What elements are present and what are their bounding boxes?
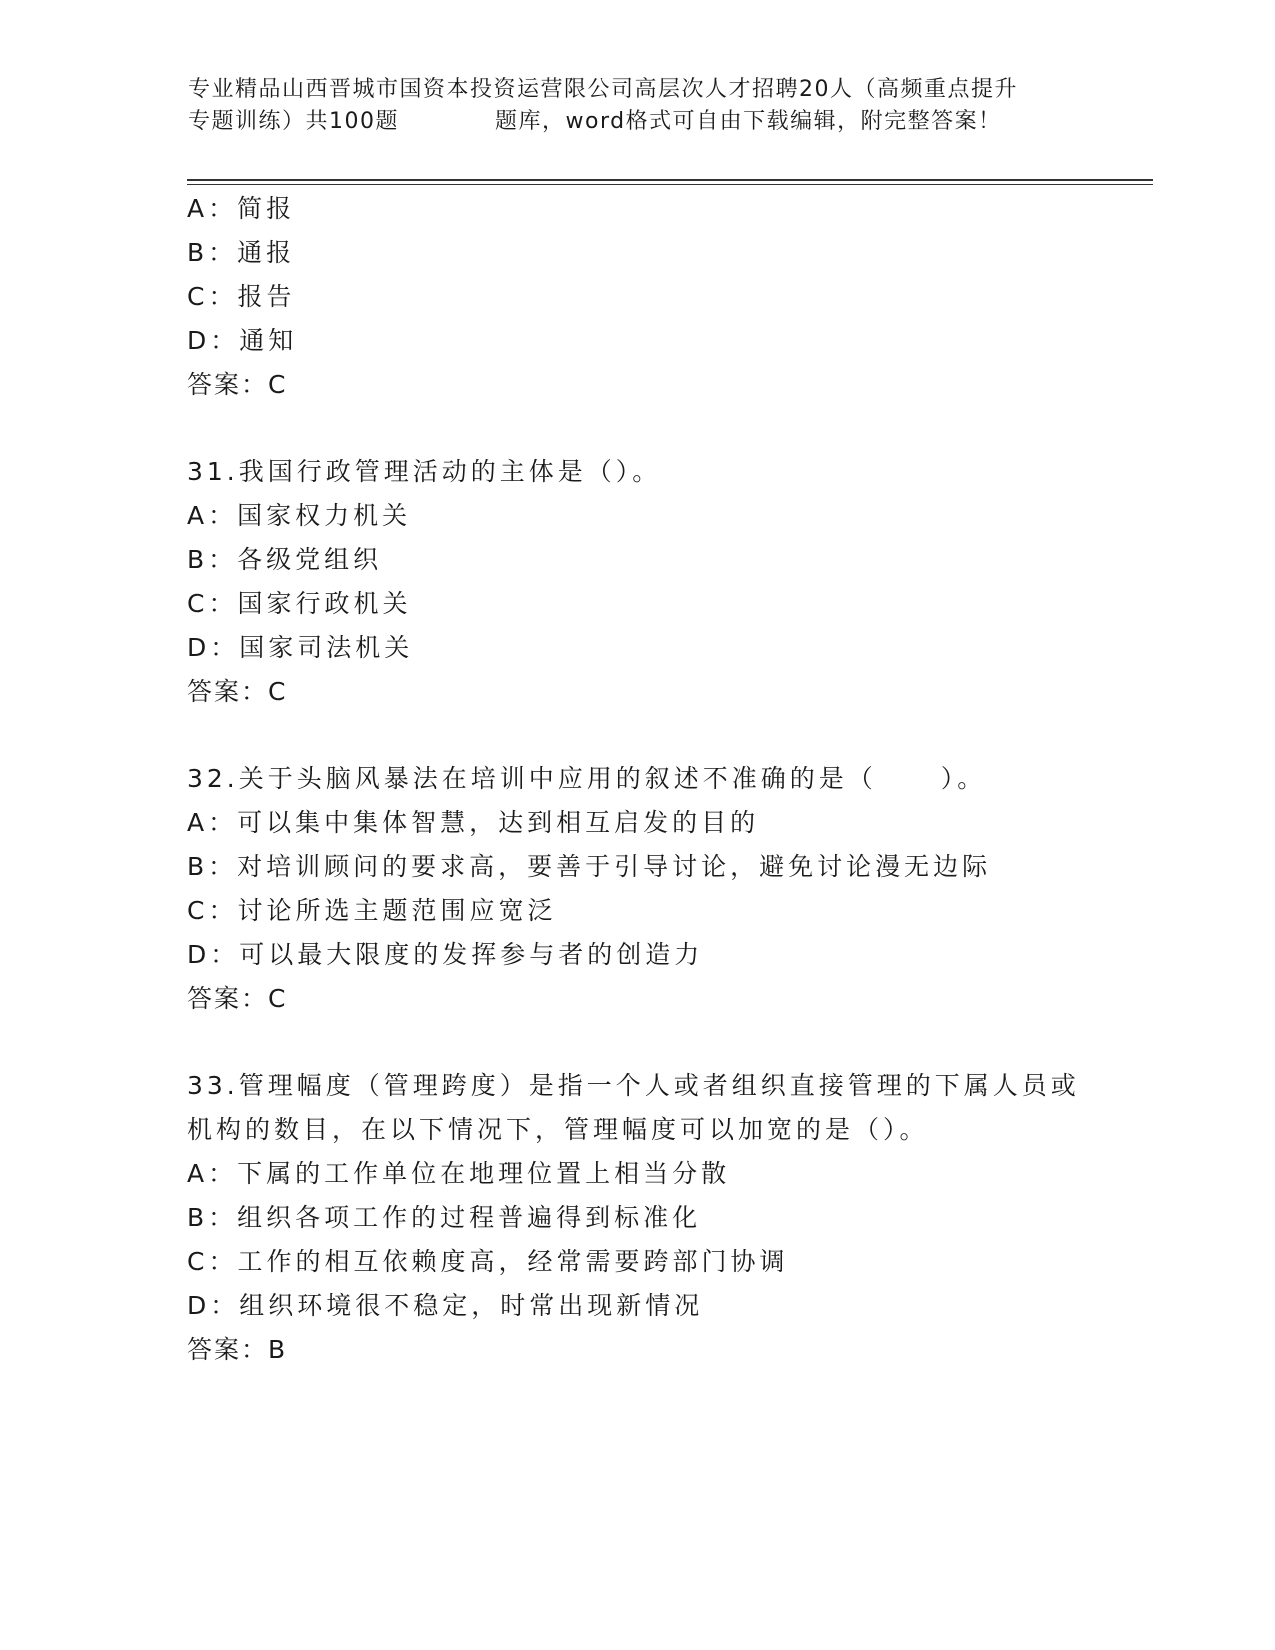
q33-option-c: C：工作的相互依赖度高，经常需要跨部门协调 bbox=[187, 1247, 789, 1276]
q33-option-b: B：组织各项工作的过程普遍得到标准化 bbox=[187, 1203, 702, 1232]
q31-option-c: C：国家行政机关 bbox=[187, 589, 412, 618]
page-header bbox=[188, 74, 1088, 138]
q30-option-d: D：通知 bbox=[187, 326, 298, 355]
header-line-2-part-2: 题库，word格式可自由下载编辑，附完整答案！ bbox=[495, 109, 1002, 134]
header-line-1: 专业精品山西晋城市国资本投资运营限公司高层次人才招聘20人（高频重点提升 bbox=[188, 77, 1018, 102]
q32-question-part-2: ）。 bbox=[940, 764, 987, 793]
q33-question-line-2: 机构的数目，在以下情况下，管理幅度可以加宽的是（）。 bbox=[187, 1115, 929, 1144]
q31-option-b: B：各级党组织 bbox=[187, 545, 383, 574]
q33-option-a: A：下属的工作单位在地理位置上相当分散 bbox=[187, 1159, 731, 1188]
q32-option-b: B：对培训顾问的要求高，要善于引导讨论，避免讨论漫无边际 bbox=[187, 852, 992, 881]
q30-answer: 答案：C bbox=[187, 370, 288, 399]
q32-question-part-1: 32.关于头脑风暴法在培训中应用的叙述不准确的是（ bbox=[187, 764, 877, 793]
q32-question bbox=[187, 762, 986, 796]
q32-option-d: D：可以最大限度的发挥参与者的创造力 bbox=[187, 940, 704, 969]
header-line-2 bbox=[188, 106, 1088, 138]
q31-option-d: D：国家司法机关 bbox=[187, 633, 414, 662]
q33-option-d: D：组织环境很不稳定，时常出现新情况 bbox=[187, 1291, 704, 1320]
header-rule-thick bbox=[187, 179, 1153, 181]
q31-option-a: A：国家权力机关 bbox=[187, 501, 412, 530]
q32-option-c: C：讨论所选主题范围应宽泛 bbox=[187, 896, 557, 925]
q30-option-a: A：简报 bbox=[187, 194, 296, 223]
header-rule-thin bbox=[187, 184, 1153, 185]
q32-option-a: A：可以集中集体智慧，达到相互启发的目的 bbox=[187, 808, 760, 837]
q31-answer: 答案：C bbox=[187, 677, 288, 706]
q32-answer: 答案：C bbox=[187, 984, 288, 1013]
q33-question-line-1: 33.管理幅度（管理跨度）是指一个人或者组织直接管理的下属人员或 bbox=[187, 1071, 1080, 1100]
q31-question: 31.我国行政管理活动的主体是（）。 bbox=[187, 457, 662, 486]
q30-option-b: B：通报 bbox=[187, 238, 296, 267]
header-line-2-part-1: 专题训练）共100题 bbox=[188, 109, 399, 134]
q30-option-c: C：报告 bbox=[187, 282, 296, 311]
q33-answer: 答案：B bbox=[187, 1335, 288, 1364]
